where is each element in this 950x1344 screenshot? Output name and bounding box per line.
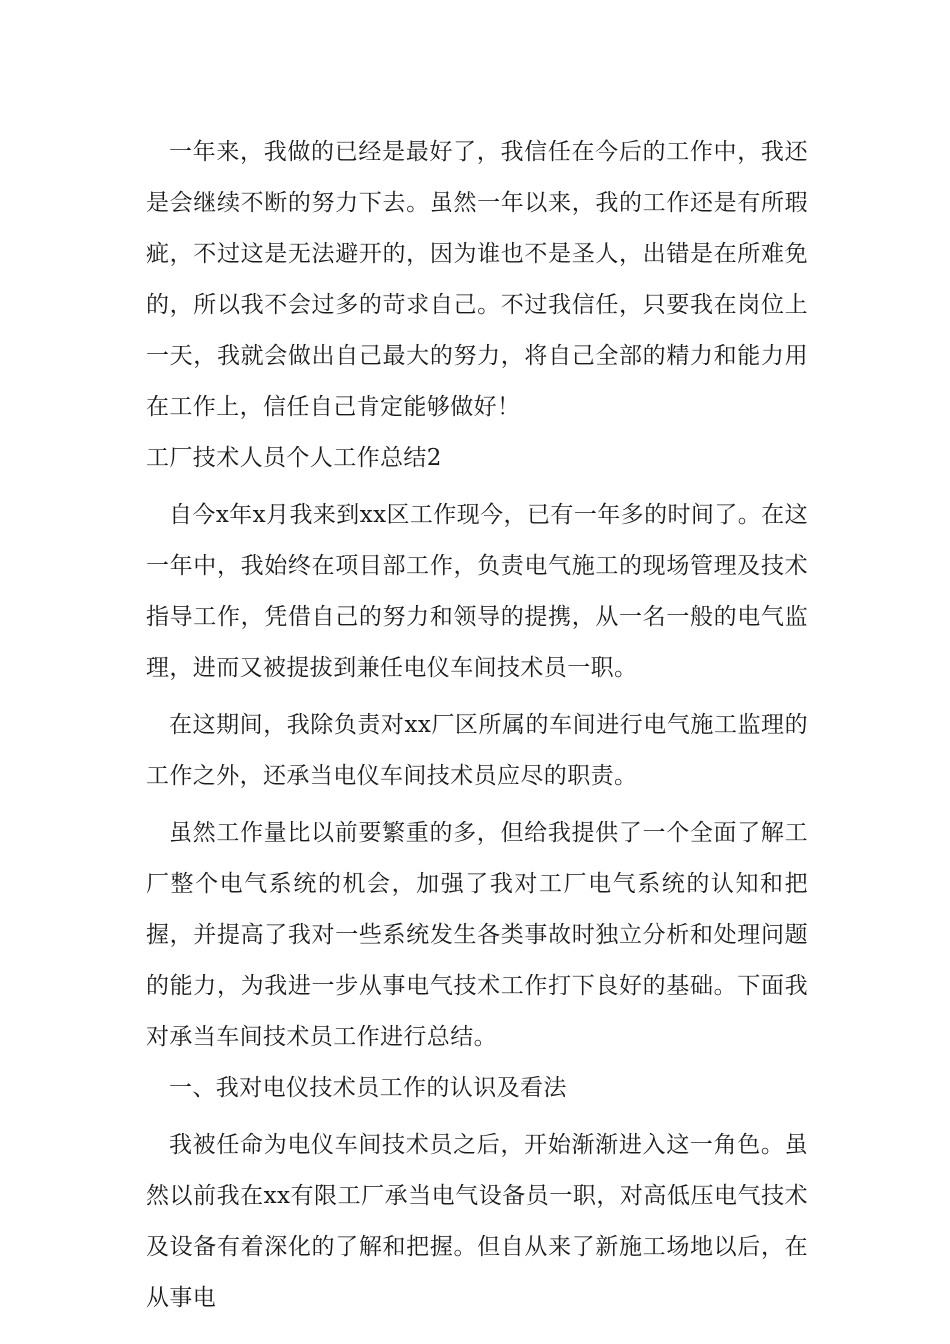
paragraph-duties: 在这期间，我除负责对xx厂区所属的车间进行电气施工监理的工作之外，还承当电仪车间技术员应尽的职责。 — [146, 712, 808, 789]
paragraph-intro: 自今x年x月我来到xx区工作现今，已有一年多的时间了。在这一年中，我始终在项目部工作，负责电气施工的现场管理及技术指导工作，凭借自己的努力和领导的提携，从一名一般的电气监理，进而又被提拔到兼任电仪车间技术员一职。 — [146, 502, 808, 681]
section-title: 工厂技术人员个人工作总结2 — [146, 445, 442, 471]
paragraph-appointment: 我被任命为电仪车间技术员之后，开始渐渐进入这一角色。虽然以前我在xx有限工厂承当电气设备员一职，对高低压电气技术及设备有着深化的了解和把握。但自从来了新施工场地以后，在从事电 — [146, 1132, 808, 1311]
paragraph-workload: 虽然工作量比以前要繁重的多，但给我提供了一个全面了解工厂整个电气系统的机会，加强了我对工厂电气系统的认知和把握，并提高了我对一些系统发生各类事故时独立分析和处理问题的能力，为我进一步从事电气技术工作打下良好的基础。下面我对承当车间技术员工作进行总结。 — [146, 820, 808, 1050]
subheading-understanding: 一、我对电仪技术员工作的认识及看法 — [169, 1075, 567, 1101]
paragraph-closing: 一年来，我做的已经是最好了，我信任在今后的工作中，我还是会继续不断的努力下去。虽然一年以来，我的工作还是有所瑕疵，不过这是无法避开的，因为谁也不是圣人，出错是在所难免的，所以我不会过多的苛求自己。不过我信任，只要我在岗位上一天，我就会做出自己最大的努力，将自己全部的精力和能力用在工作上，信任自己肯定能够做好！ — [146, 139, 808, 420]
document-page — [146, 127, 808, 1324]
